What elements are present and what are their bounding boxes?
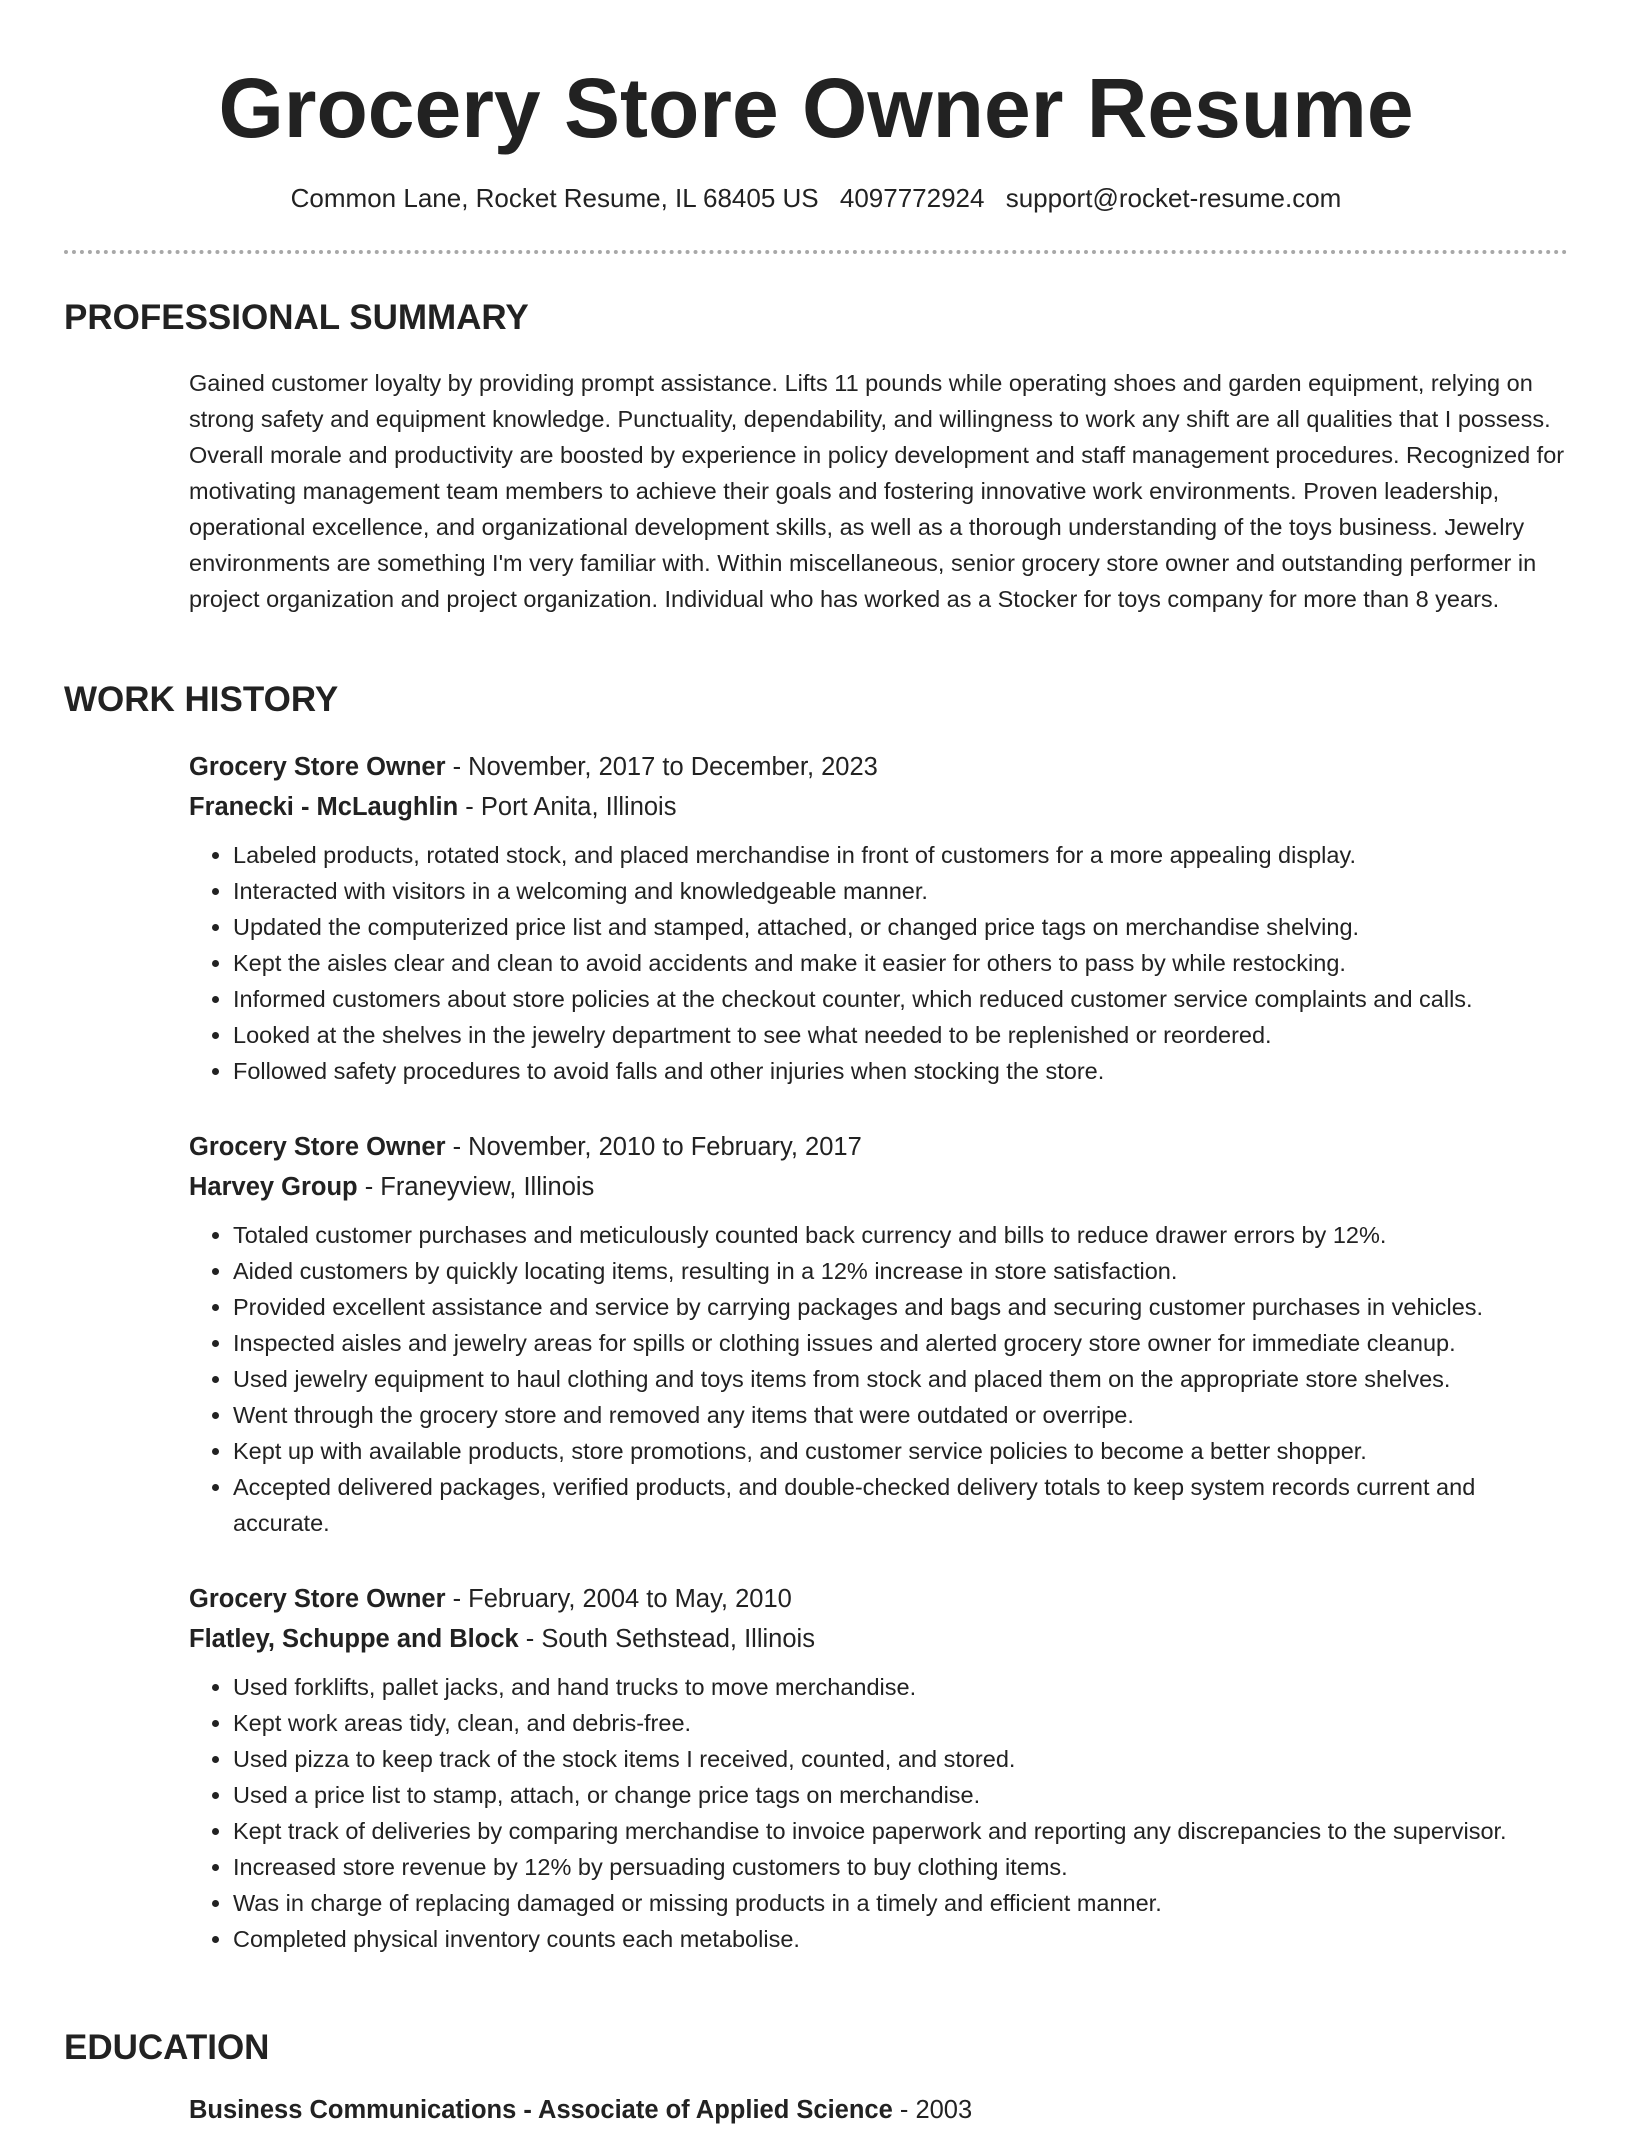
job-company: Harvey Group [189,1173,358,1201]
job-bullet: • Used jewelry equipment to haul clothing and toys items from stock and placed them on the appropriate store shelves. [233,1361,1569,1397]
job-bullets [189,1217,1569,1541]
summary-heading: PROFESSIONAL SUMMARY [64,298,529,337]
job-bullet: • Inspected aisles and jewelry areas for spills or clothing issues and alerted grocery store owner for immediate cleanup. [233,1325,1569,1361]
job-company-line [189,1619,1569,1659]
job-bullet: • Followed safety procedures to avoid falls and other injuries when stocking the store. [233,1053,1569,1089]
summary-text: Gained customer loyalty by providing prompt assistance. Lifts 11 pounds while operating shoes and garden equipment, relying on strong safety and equipment knowledge. Punctuality, dependability, and willingness to work any shift are all qualities that I possess. Overall morale and productivity are boosted by experience in policy development and staff management procedures. Recognized for motivating management team members to achieve their goals and fostering innovative work environments. Proven leadership, operational excellence, and organizational development skills, as well as a thorough understanding of the toys business. Jewelry environments are something I'm very familiar with. Within miscellaneous, senior grocery store owner and outstanding performer in project organization and project organization. Individual who has worked as a Stocker for toys company for more than 8 years. [189,370,1565,612]
job-bullet: • Informed customers about store policies at the checkout counter, which reduced customer service complaints and calls. [233,981,1569,1017]
job-company: Flatley, Schuppe and Block [189,1625,519,1653]
job-dates: - November, 2017 to December, 2023 [445,753,878,781]
job-location: - South Sethstead, Illinois [518,1625,815,1653]
job-bullet: • Went through the grocery store and removed any items that were outdated or overripe. [233,1397,1569,1433]
job-title-line [189,1579,1569,1619]
education-year: - 2003 [892,2096,973,2124]
job-bullet: • Kept up with available products, store promotions, and customer service policies to become a better shopper. [233,1433,1569,1469]
contact-line [0,178,1632,218]
contact-phone: 4097772924 [839,183,985,213]
job-bullet: • Looked at the shelves in the jewelry department to see what needed to be replenished or reordered. [233,1017,1569,1053]
education-heading: EDUCATION [64,2028,270,2067]
job-bullet: • Used pizza to keep track of the stock items I received, counted, and stored. [233,1741,1569,1777]
header-divider [64,250,1568,254]
job-bullet: • Aided customers by quickly locating items, resulting in a 12% increase in store satisfaction. [233,1253,1569,1289]
job-location: - Port Anita, Illinois [458,793,677,821]
job-entry [189,1579,1569,1957]
job-company-line [189,787,1569,827]
job-dates: - November, 2010 to February, 2017 [445,1133,862,1161]
job-bullet: • Updated the computerized price list and stamped, attached, or changed price tags on merchandise shelving. [233,909,1569,945]
job-dates: - February, 2004 to May, 2010 [445,1585,792,1613]
job-bullet: • Increased store revenue by 12% by persuading customers to buy clothing items. [233,1849,1569,1885]
resume-title: Grocery Store Owner Resume [218,61,1414,155]
job-title-line [189,1127,1569,1167]
job-title: Grocery Store Owner [189,753,446,781]
job-bullet: • Was in charge of replacing damaged or missing products in a timely and efficient manner. [233,1885,1569,1921]
job-bullet: • Labeled products, rotated stock, and placed merchandise in front of customers for a more appealing display. [233,837,1569,873]
job-bullet: • Kept track of deliveries by comparing merchandise to invoice paperwork and reporting any discrepancies to the supervisor. [233,1813,1569,1849]
job-bullet: • Used a price list to stamp, attach, or change price tags on merchandise. [233,1777,1569,1813]
job-company: Franecki - McLaughlin [189,793,459,821]
job-company-line [189,1167,1569,1207]
job-bullet: • Completed physical inventory counts each metabolise. [233,1921,1569,1957]
job-bullet: • Accepted delivered packages, verified products, and double-checked delivery totals to keep system records current and accurate. [233,1469,1569,1541]
job-bullet: • Interacted with visitors in a welcoming and knowledgeable manner. [233,873,1569,909]
job-bullet: • Totaled customer purchases and meticulously counted back currency and bills to reduce drawer errors by 12%. [233,1217,1569,1253]
job-bullet: • Provided excellent assistance and service by carrying packages and bags and securing customer purchases in vehicles. [233,1289,1569,1325]
job-title-line [189,747,1569,787]
job-bullets [189,837,1569,1089]
job-bullet: • Used forklifts, pallet jacks, and hand trucks to move merchandise. [233,1669,1569,1705]
education-degree: Business Communications - Associate of Applied Science [189,2096,893,2124]
job-bullets [189,1669,1569,1957]
job-bullet: • Kept work areas tidy, clean, and debris-free. [233,1705,1569,1741]
job-title: Grocery Store Owner [189,1133,446,1161]
job-entry [189,1127,1569,1541]
job-title: Grocery Store Owner [189,1585,446,1613]
work-history-heading: WORK HISTORY [64,680,339,719]
education-entry [189,2090,1569,2130]
job-bullet: • Kept the aisles clear and clean to avoid accidents and make it easier for others to pass by while restocking. [233,945,1569,981]
job-entry [189,747,1569,1089]
job-location: - Franeyview, Illinois [357,1173,595,1201]
contact-email: support@rocket-resume.com [1005,183,1342,213]
contact-address: Common Lane, Rocket Resume, IL 68405 US [290,183,819,213]
